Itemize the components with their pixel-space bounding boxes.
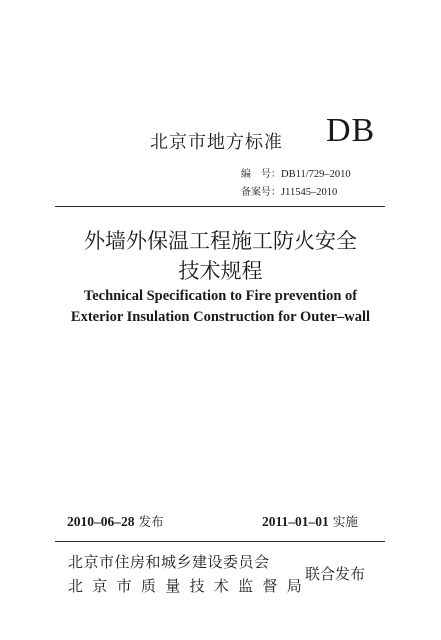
- record-number-value: J11545–2010: [281, 187, 338, 198]
- effective-label: 实施: [332, 514, 358, 529]
- issuer-housing-committee: 北京市住房和城乡建设委员会: [68, 553, 270, 571]
- standard-code-row: [241, 165, 351, 180]
- issuer-quality-bureau: 北京市质量技术监督局: [68, 577, 312, 595]
- chinese-title-line-1: 外墙外保温工程施工防火安全: [84, 229, 357, 253]
- publish-date-row: [67, 512, 164, 530]
- top-divider: [55, 206, 385, 207]
- effective-date-row: [262, 512, 358, 530]
- standard-code-value: DB11/729–2010: [281, 169, 351, 180]
- joint-issue-label: 联合发布: [305, 565, 366, 583]
- bottom-divider: [55, 541, 385, 542]
- record-number-row: [241, 183, 337, 198]
- record-number-label: 备案号：: [241, 187, 281, 198]
- standard-code-label: 编 号：: [241, 169, 281, 180]
- english-title-line-1: Technical Specification to Fire prevention of: [83, 288, 358, 304]
- chinese-title-line-2: 技术规程: [178, 259, 263, 283]
- publish-date: 2010–06–28: [67, 514, 135, 529]
- db-mark: DB: [326, 112, 376, 149]
- publish-label: 发布: [138, 514, 164, 529]
- standard-type-title: 北京市地方标准: [150, 132, 283, 153]
- english-title-line-2: Exterior Insulation Construction for Outer–wall: [70, 309, 371, 325]
- effective-date: 2011–01–01: [262, 514, 329, 529]
